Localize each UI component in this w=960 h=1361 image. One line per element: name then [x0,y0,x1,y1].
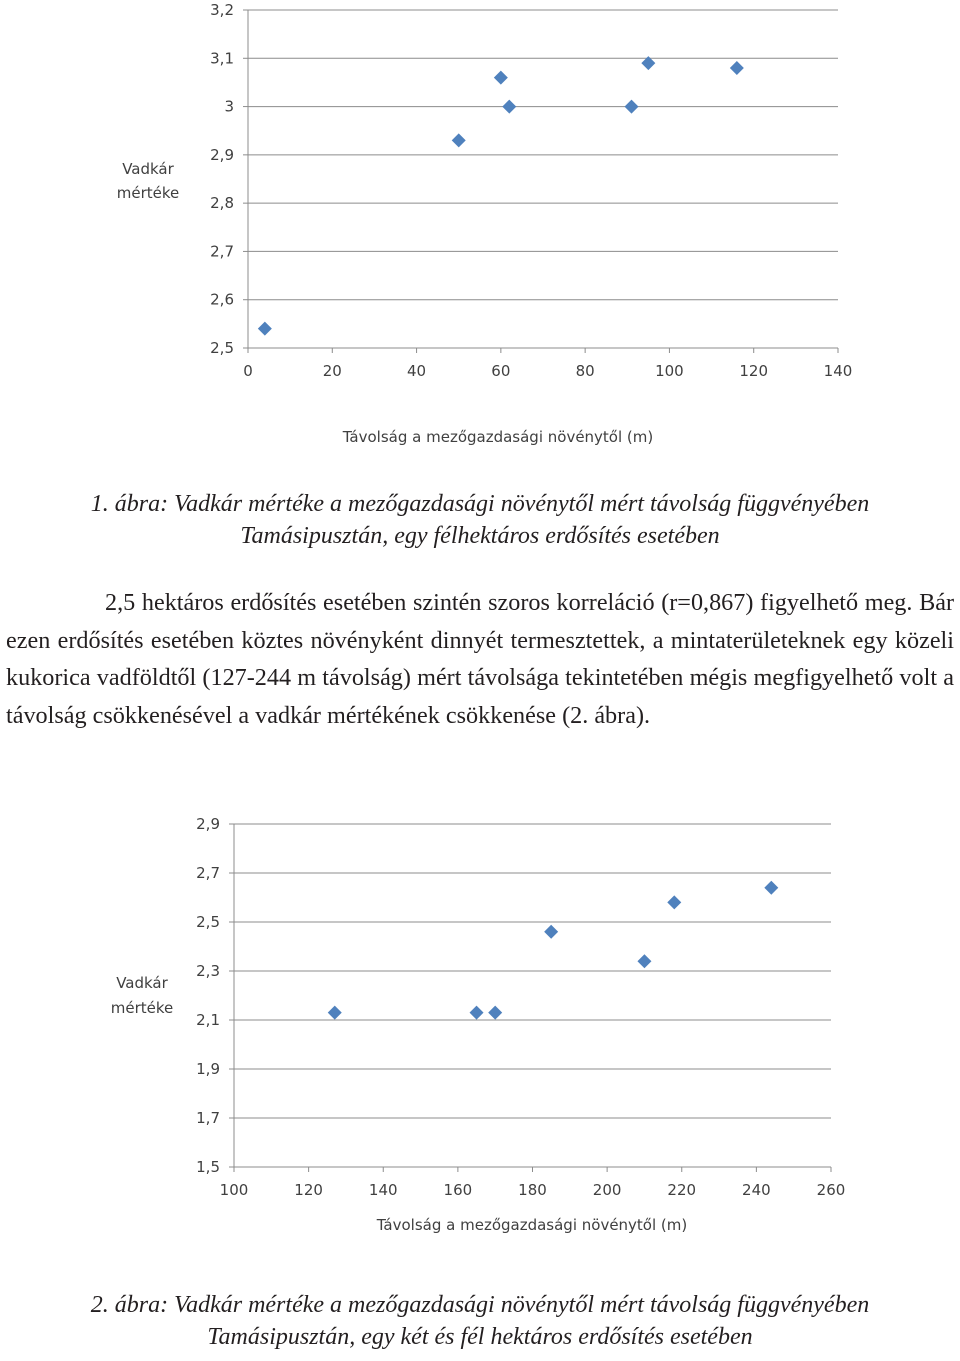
chart-2-x-tick-label: 220 [667,1181,697,1199]
chart-2-data-point [328,1006,342,1020]
chart-1-axes [248,10,838,348]
chart-2-y-axis-label-line-2: mértéke [110,999,174,1017]
chart-2-data-point [470,1006,484,1020]
chart-2-data-point [488,1006,502,1020]
chart-1-gridlines [248,10,838,300]
chart-2 [0,800,960,1270]
chart-2-y-tick-label: 1,5 [196,1158,220,1176]
chart-1-data-point [452,133,466,147]
chart-2-y-axis-label-line-1: Vadkár [116,974,168,992]
chart-1-y-tick-label: 3,1 [210,49,234,68]
chart-1-x-axis-label: Távolság a mezőgazdasági növénytől (m) [342,428,654,446]
chart-2-x-tick-label: 180 [518,1181,547,1199]
chart-1-y-tick-label: 2,8 [210,194,234,213]
chart-1-data-point [494,71,508,85]
chart-1-y-tick-label: 2,9 [210,145,234,164]
chart-1-x-tick-label: 20 [322,362,342,380]
chart-2-data-point [764,881,778,895]
figure-2-caption-line-1: 2. ábra: Vadkár mértéke a mezőgazdasági növénytől mért távolság függvényében [90,1292,870,1318]
figure-2-caption-line-2: Tamásipusztán, egy két és fél hektáros erdősítés esetében [207,1324,753,1350]
chart-2-axes [234,824,831,1167]
chart-2-data-point [667,895,681,909]
chart-1-x-tick-label: 40 [407,362,427,380]
chart-1-data-point [502,100,516,114]
body-paragraph-text: 2,5 hektáros erdősítés esetében szintén szoros korreláció (r=0,867) figyelhető meg. Bár ezen erdősítés esetében köztes növényként dinnyét termesztettek, a mintaterületeknek egy közeli kukorica vadföldtől (127-244 m távolság) mért távolsága tekintetében mégis megfigyelhető volt a távolság csökkenésével a vadkár mértékének csökkenése (2. ábra). [6,589,954,729]
chart-2-x-ticks [220,1167,846,1199]
chart-2-x-axis-label: Távolság a mezőgazdasági növénytől (m) [376,1216,688,1234]
chart-1-y-tick-label: 2,6 [210,290,234,309]
chart-2-y-tick-label: 1,7 [196,1109,220,1127]
chart-1-x-tick-label: 120 [739,362,769,380]
chart-1-x-tick-label: 80 [575,362,595,380]
chart-1-y-tick-label: 2,5 [210,339,234,357]
chart-1-x-tick-label: 100 [655,362,684,380]
chart-1-x-ticks [243,348,852,380]
chart-1-y-tick-label: 3 [224,97,234,116]
chart-1-y-tick-label: 3,2 [210,1,234,19]
chart-2-points [328,881,779,1020]
chart-2-data-point [544,925,558,939]
chart-1-x-tick-label: 140 [823,362,853,380]
chart-1-data-point [730,61,744,75]
chart-2-y-tick-label: 2,5 [196,913,220,931]
chart-2-y-ticks [196,815,234,1176]
chart-2-x-tick-label: 120 [294,1181,323,1199]
chart-2-x-tick-label: 240 [742,1181,771,1199]
chart-2-y-tick-label: 2,1 [196,1011,220,1029]
chart-1-data-point [258,322,272,336]
chart-1 [0,0,960,460]
chart-1-y-tick-label: 2,7 [210,242,234,261]
chart-1-y-ticks [210,1,248,357]
chart-1-y-axis-label-line-2: mértéke [116,184,180,202]
chart-2-x-tick-label: 140 [368,1181,398,1199]
chart-2-x-tick-label: 100 [219,1181,249,1199]
chart-1-x-tick-label: 0 [243,362,253,380]
figure-2-caption [0,1289,960,1353]
chart-2-x-tick-label: 160 [443,1181,473,1199]
chart-2-x-tick-label: 260 [816,1181,846,1199]
chart-2-x-tick-label: 200 [592,1181,622,1199]
chart-1-data-point [625,100,639,114]
figure-1-caption-line-1: 1. ábra: Vadkár mértéke a mezőgazdasági növénytől mért távolság függvényében [90,491,870,517]
body-paragraph [6,584,954,734]
chart-1-x-tick-label: 60 [491,362,511,380]
chart-2-gridlines [234,824,831,1118]
chart-2-y-tick-label: 1,9 [196,1060,220,1078]
figure-1-caption-line-2: Tamásipusztán, egy félhektáros erdősítés esetében [240,523,720,549]
chart-2-y-tick-label: 2,9 [196,815,220,833]
chart-1-points [258,56,744,336]
chart-2-y-tick-label: 2,3 [196,962,220,980]
figure-1-caption [0,488,960,552]
chart-1-y-axis-label-line-1: Vadkár [122,160,174,178]
chart-2-data-point [637,954,651,968]
chart-2-y-tick-label: 2,7 [196,864,220,882]
